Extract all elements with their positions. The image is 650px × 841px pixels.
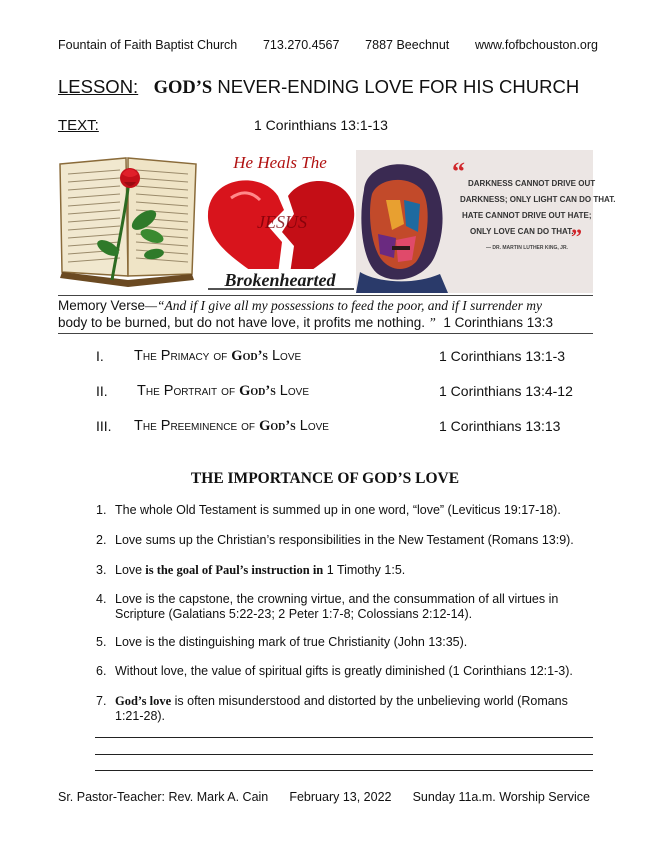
church-header <box>58 38 598 52</box>
memory-verse-quote-close: ” <box>425 315 436 330</box>
memory-verse-label: Memory Verse <box>58 298 146 313</box>
outline-reference: 1 Corinthians 13:4-12 <box>439 383 573 399</box>
heart-bottom-text: Brokenhearted <box>224 270 336 290</box>
svg-text:“: “ <box>452 157 465 186</box>
quote-line-4: ONLY LOVE CAN DO THAT. <box>470 227 574 236</box>
church-website[interactable]: www.fofbchouston.org <box>475 38 598 52</box>
outline-number: I. <box>96 348 104 364</box>
lesson-title <box>58 76 579 99</box>
lesson-title-rest: NEVER-ENDING LOVE FOR HIS CHURCH <box>212 76 580 97</box>
outline-title: The Preeminence of God’s Love <box>134 418 329 434</box>
bible-rose-image <box>56 150 204 293</box>
note-line <box>95 770 593 771</box>
quote-author: — DR. MARTIN LUTHER KING, JR. <box>486 245 568 251</box>
quote-line-2: DARKNESS; ONLY LIGHT CAN DO THAT. <box>460 195 616 204</box>
quote-line-3: HATE CANNOT DRIVE OUT HATE; <box>462 211 592 220</box>
banner-images <box>56 150 616 293</box>
note-line <box>95 754 593 755</box>
broken-heart-image <box>204 150 356 293</box>
outline-title: The Portrait of God’s Love <box>137 383 309 399</box>
memory-verse-reference: 1 Corinthians 13:3 <box>443 315 553 330</box>
lesson-label: LESSON: <box>58 76 139 97</box>
footer-pastor: Sr. Pastor-Teacher: Rev. Mark A. Cain <box>58 790 269 804</box>
outline-number: II. <box>96 383 108 399</box>
mlk-quote-image <box>356 150 615 293</box>
note-line <box>95 737 593 738</box>
svg-text:”: ” <box>571 224 582 249</box>
importance-heading: THE IMPORTANCE OF GOD’S LOVE <box>190 470 460 487</box>
footer-service: Sunday 11a.m. Worship Service <box>412 790 590 804</box>
outline-reference: 1 Corinthians 13:1-3 <box>439 348 566 364</box>
footer-date: February 13, 2022 <box>289 790 392 804</box>
church-phone: 713.270.4567 <box>262 38 340 52</box>
outline-reference: 1 Corinthians 13:13 <box>439 418 561 434</box>
text-row <box>58 117 598 134</box>
lesson-title-gods: GOD’S <box>153 78 213 98</box>
memory-verse-quote-1: “And if I give all my possessions to feed the poor, and if I surrender my <box>157 298 543 313</box>
memory-verse <box>58 295 593 334</box>
text-reference: 1 Corinthians 13:1-13 <box>254 117 388 133</box>
church-address: 7887 Beechnut <box>365 38 450 52</box>
memory-verse-dash: — <box>145 298 158 313</box>
quote-line-1: DARKNESS CANNOT DRIVE OUT <box>468 179 596 188</box>
church-name: Fountain of Faith Baptist Church <box>58 38 238 52</box>
outline-number: III. <box>96 418 112 434</box>
heart-top-text: He Heals The <box>233 153 327 172</box>
text-label: TEXT: <box>58 117 99 134</box>
heart-middle-text: JESUS <box>257 212 307 232</box>
memory-verse-quote-2: body to be burned, but do not have love, it profits me nothing. <box>58 315 425 330</box>
page-footer <box>58 790 590 804</box>
outline-title: The Primacy of God’s Love <box>134 348 302 364</box>
